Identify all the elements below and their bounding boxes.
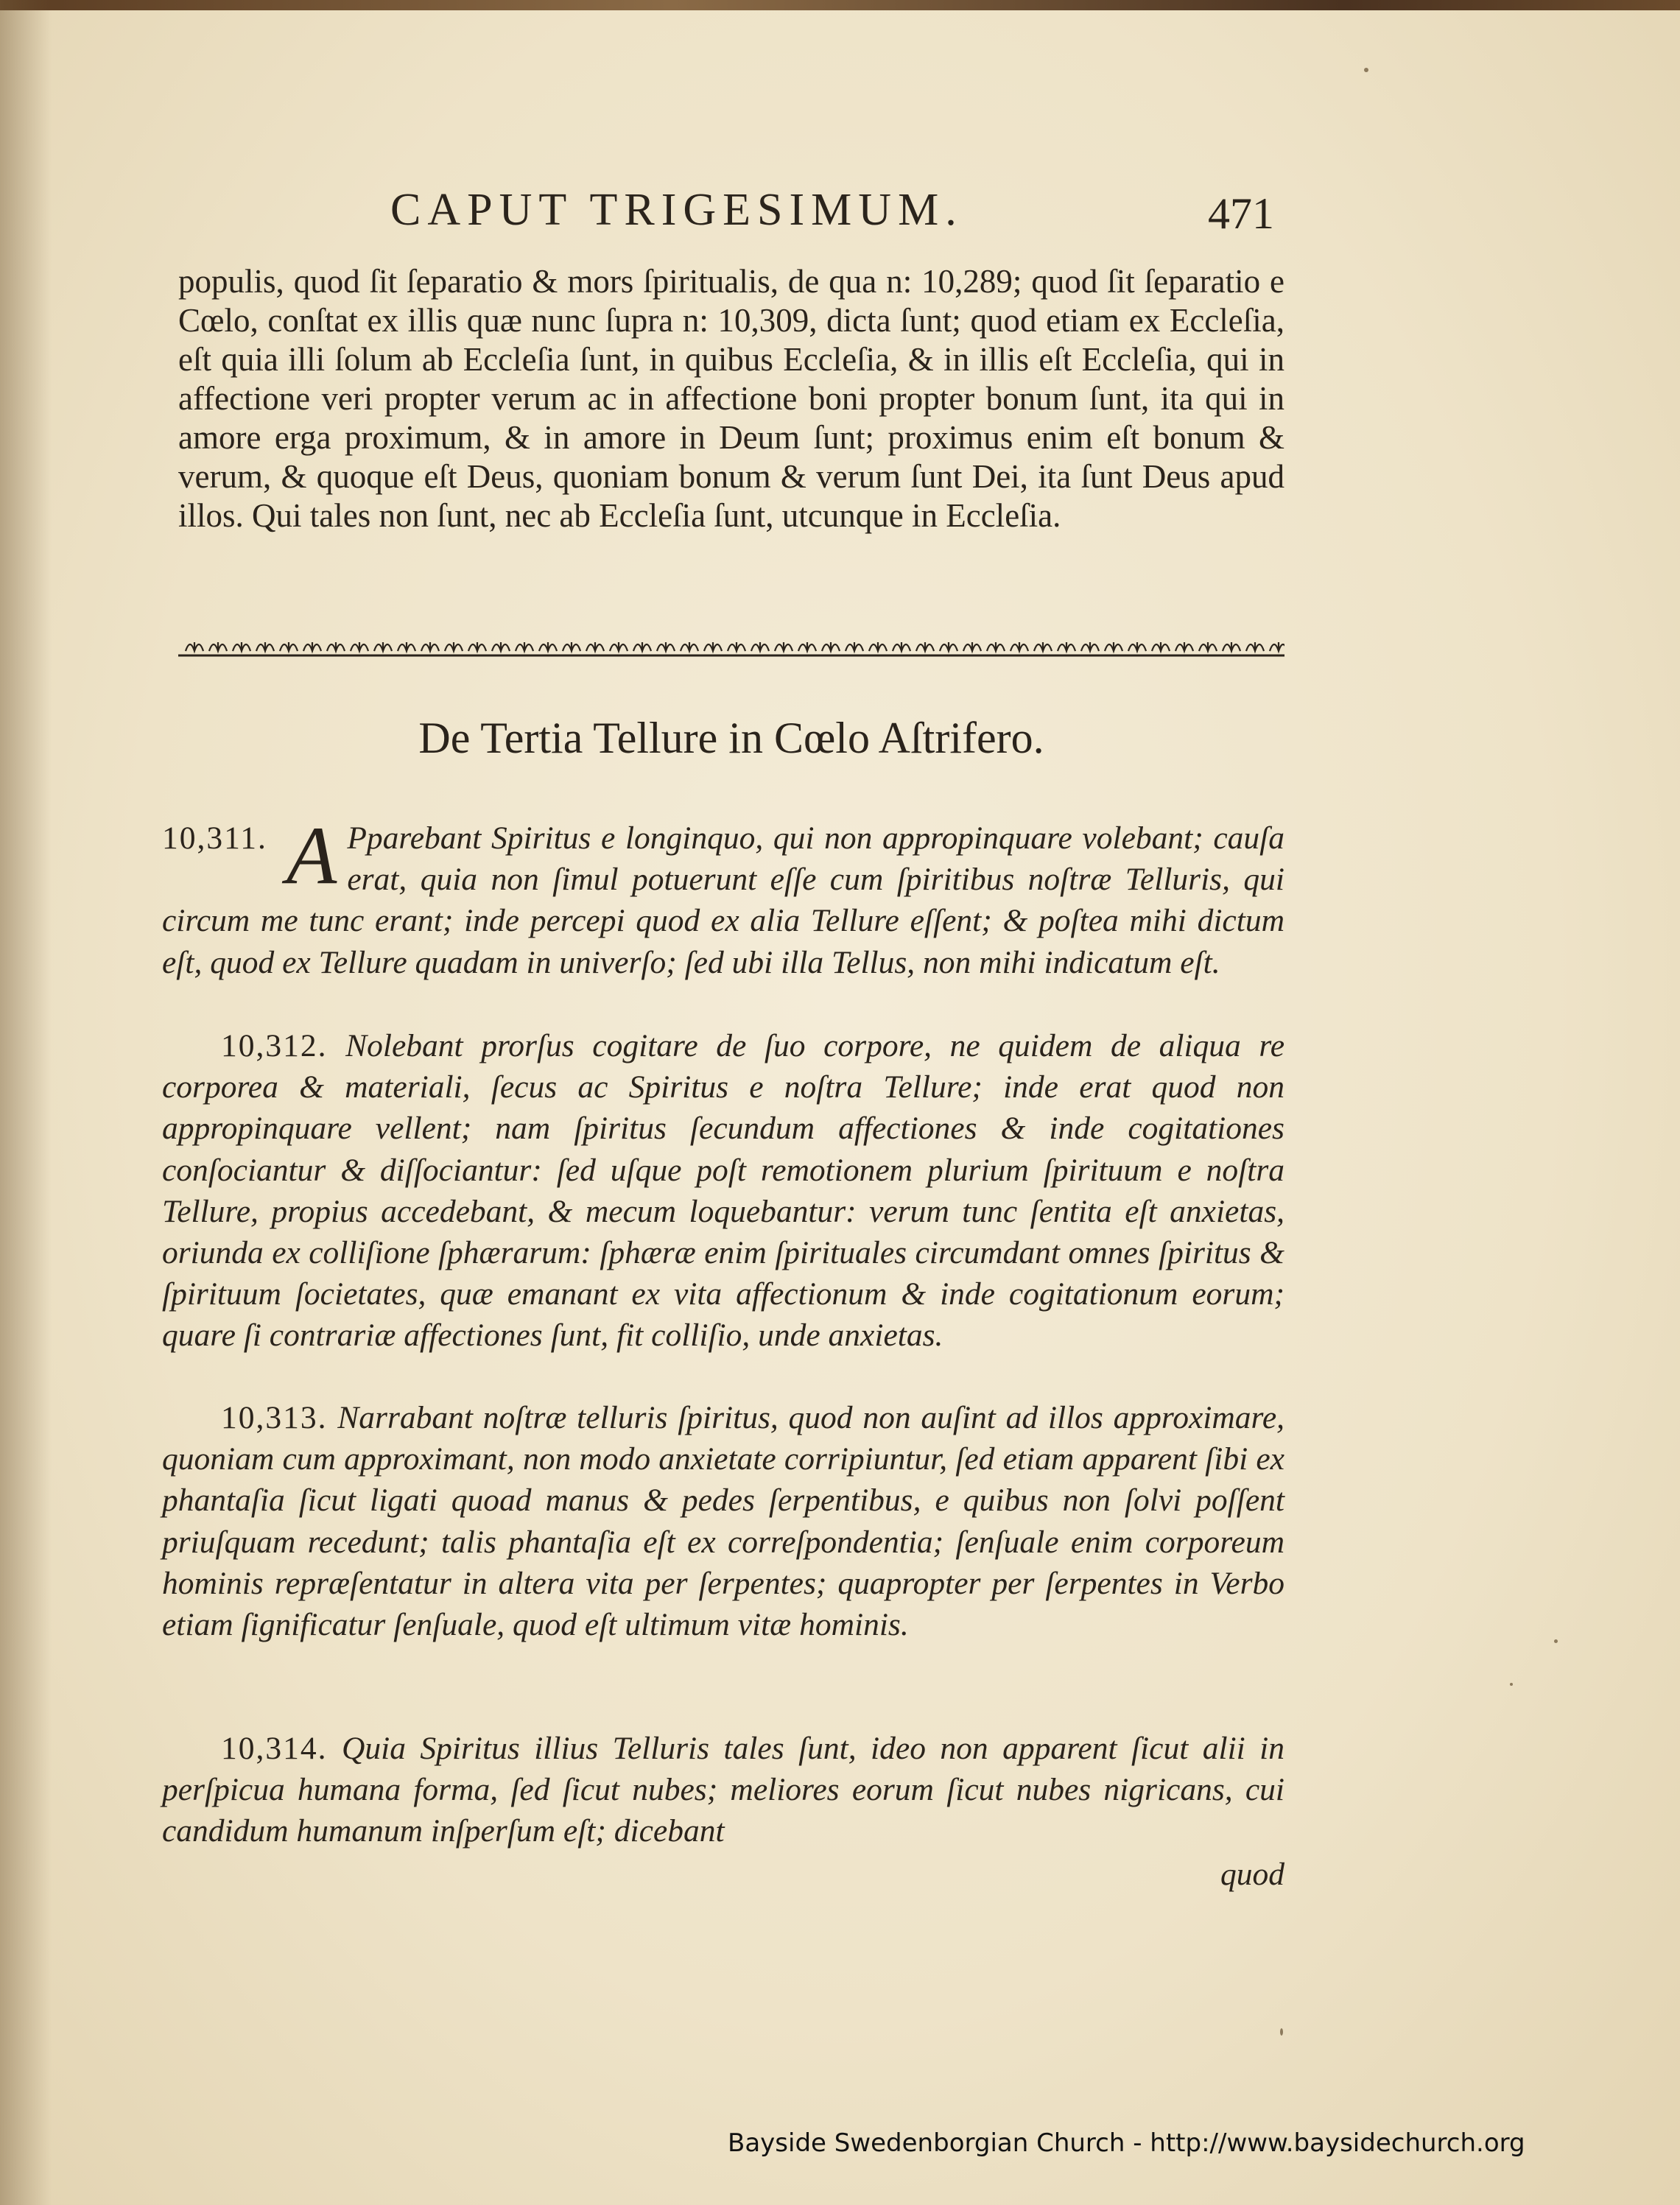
paragraph-10311 <box>162 810 1284 983</box>
ornament-glyph <box>1175 642 1193 651</box>
running-title: CAPUT TRIGESIMUM. <box>390 185 963 235</box>
ornament-glyph <box>940 642 957 651</box>
ornament-glyph <box>633 642 651 651</box>
ornament-glyph <box>704 642 722 651</box>
paragraph-10314 <box>162 1728 1284 1852</box>
upright-paragraph: populis, quod ſit ſeparatio & mors ſpiritualis, de qua n: 10,289; quod ſit ſeparatio e Cœlo, conſtat ex illis quæ nunc ſupra n: 10,309, dicta ſunt; quod etiam ex Eccleſia, eſt quia illi ſolum ab Eccleſia ſunt, in quibus Eccleſia, & in illis eſt Eccleſia, qui in affectione veri propter verum ac in affectione boni propter bonum ſunt, ita qui in amore erga proximum, & in amore in Deum ſunt; proximus enim eſt bonum & verum, & quoque eſt Deus, quoniam bonum & verum ſunt Dei, ita ſunt Deus apud illos. Qui tales non ſunt, nec ab Eccleſia ſunt, utcunque in Eccleſia. <box>178 263 1284 534</box>
ornament-glyph <box>186 642 203 651</box>
ornament-glyph <box>1105 642 1122 651</box>
ornament-glyph <box>586 642 604 651</box>
ornament-glyph <box>775 642 792 651</box>
ornament-glyph <box>869 642 887 651</box>
catchword: quod <box>1220 1857 1284 1892</box>
paragraph-text: Narrabant noſtræ telluris ſpiritus, quod non auſint ad illos approximare, quoniam cum approximant, non modo anxietate corripiuntur, ſed etiam apparent ſibi ex phantaſia ſicut ligati quoad manus & pedes ſerpentibus, e quibus non ſolvi poſſent priuſquam recedunt; talis phantaſia eſt ex correſpondentia; ſenſuale enim corporeum hominis repræſentatur in altera vita per ſerpentes; quapropter per ſerpentes in Verbo etiam ſignificatur ſenſuale, quod eſt ultimum vitæ hominis. <box>162 1400 1284 1643</box>
ornament-glyph <box>963 642 981 651</box>
paragraph-number: 10,313. <box>221 1400 328 1435</box>
ornament-glyph <box>327 642 345 651</box>
ornament-glyph <box>398 642 415 651</box>
ornament-rule <box>178 632 1284 658</box>
ornament-glyph <box>1011 642 1028 651</box>
ornament-glyph <box>1270 642 1284 651</box>
ornament-glyph <box>374 642 392 651</box>
ornament-glyph <box>351 642 368 651</box>
paragraph-10313 <box>162 1397 1284 1645</box>
ornament-glyph <box>1058 642 1075 651</box>
ornament-glyph <box>798 642 816 651</box>
ornament-glyph <box>233 642 250 651</box>
ornament-glyph <box>1223 642 1240 651</box>
binding-edge <box>0 0 1680 10</box>
ornament-glyph <box>209 642 227 651</box>
ornament-glyph <box>539 642 557 651</box>
ornament-glyph <box>256 642 274 651</box>
paper-speck <box>1510 1683 1513 1686</box>
paper-speck <box>1554 1639 1558 1643</box>
paper-speck <box>1280 2028 1283 2036</box>
paper-speck <box>1364 68 1368 72</box>
paragraph-text: Quia Spiritus illius Telluris tales ſunt, ideo non apparent ſicut alii in perſpicua humana forma, ſed ſicut nubes; meliores eorum ſicut nubes nigricans, cui candidum humanum inſperſum eſt; dicebant <box>162 1731 1285 1849</box>
ornament-glyph <box>822 642 840 651</box>
ornament-glyph <box>492 642 510 651</box>
ornament-glyph <box>681 642 698 651</box>
paragraph-10312 <box>162 1025 1284 1357</box>
ornament-glyph <box>846 642 863 651</box>
paragraph-number: 10,311. <box>162 820 267 856</box>
drop-cap: A <box>286 810 337 901</box>
section-heading: De Tertia Tellure in Cœlo Aſtrifero. <box>418 714 1044 762</box>
paragraph-text: Nolebant prorſus cogitare de ſuo corpore, ne quidem de aliqua re corporea & materiali, ſecus ac Spiritus e noſtra Tellure; inde erat quod non appropinquare vellent; nam ſpiritus ſecundum affectiones & inde cogitationes conſociantur & diſſociantur: ſed uſque poſt remotionem plurium ſpirituum e noſtra Tellure, propius accedebant, & mecum loquebantur: verum tunc ſentita eſt anxietas, oriunda ex colliſione ſphærarum: ſphæræ enim ſpirituales circumdant omnes ſpiritus & ſpirituum ſocietates, quæ emanant ex vita affectionum & inde cogitationum eorum; quare ſi contrariæ affectiones ſunt, fit colliſio, unde anxietas. <box>162 1028 1285 1354</box>
ornament-glyph <box>516 642 533 651</box>
gutter-shadow <box>0 0 52 2205</box>
ornament-glyph <box>751 642 769 651</box>
paragraph-number: 10,314. <box>221 1731 328 1766</box>
ornament-glyph <box>468 642 486 651</box>
ornament-glyph <box>893 642 910 651</box>
paragraph-text: Pparebant Spiritus e longinquo, qui non appropinquare volebant; cauſa erat, quia non ſimul potuerunt eſſe cum ſpiritibus noſtræ Telluris, qui circum me tunc erant; inde percepi quod ex alia Tellure eſſent; & poſtea mihi dictum eſt, quod ex Tellure quadam in univerſo; ſed ubi illa Tellus, non mihi indicatum eſt. <box>162 820 1284 980</box>
ornament-glyph <box>1128 642 1146 651</box>
ornament-glyph <box>303 642 321 651</box>
ornament-glyph <box>421 642 439 651</box>
ornament-glyph <box>1246 642 1264 651</box>
paragraph-number: 10,312. <box>221 1028 328 1063</box>
ornament-glyph <box>1034 642 1052 651</box>
ornament-glyph <box>657 642 675 651</box>
ornament-glyph <box>916 642 934 651</box>
ornament-glyph <box>563 642 580 651</box>
footer-credit: Bayside Swedenborgian Church - http://www.baysidechurch.org <box>728 2128 1525 2158</box>
ornament-glyph <box>987 642 1005 651</box>
ornament-glyph <box>1152 642 1170 651</box>
ornament-glyph <box>1199 642 1217 651</box>
page-number: 471 <box>1208 189 1274 238</box>
ornament-glyph <box>445 642 463 651</box>
ornament-glyph <box>1081 642 1099 651</box>
ornament-glyph <box>280 642 298 651</box>
ornament-glyph <box>610 642 628 651</box>
ornament-glyph <box>728 642 745 651</box>
